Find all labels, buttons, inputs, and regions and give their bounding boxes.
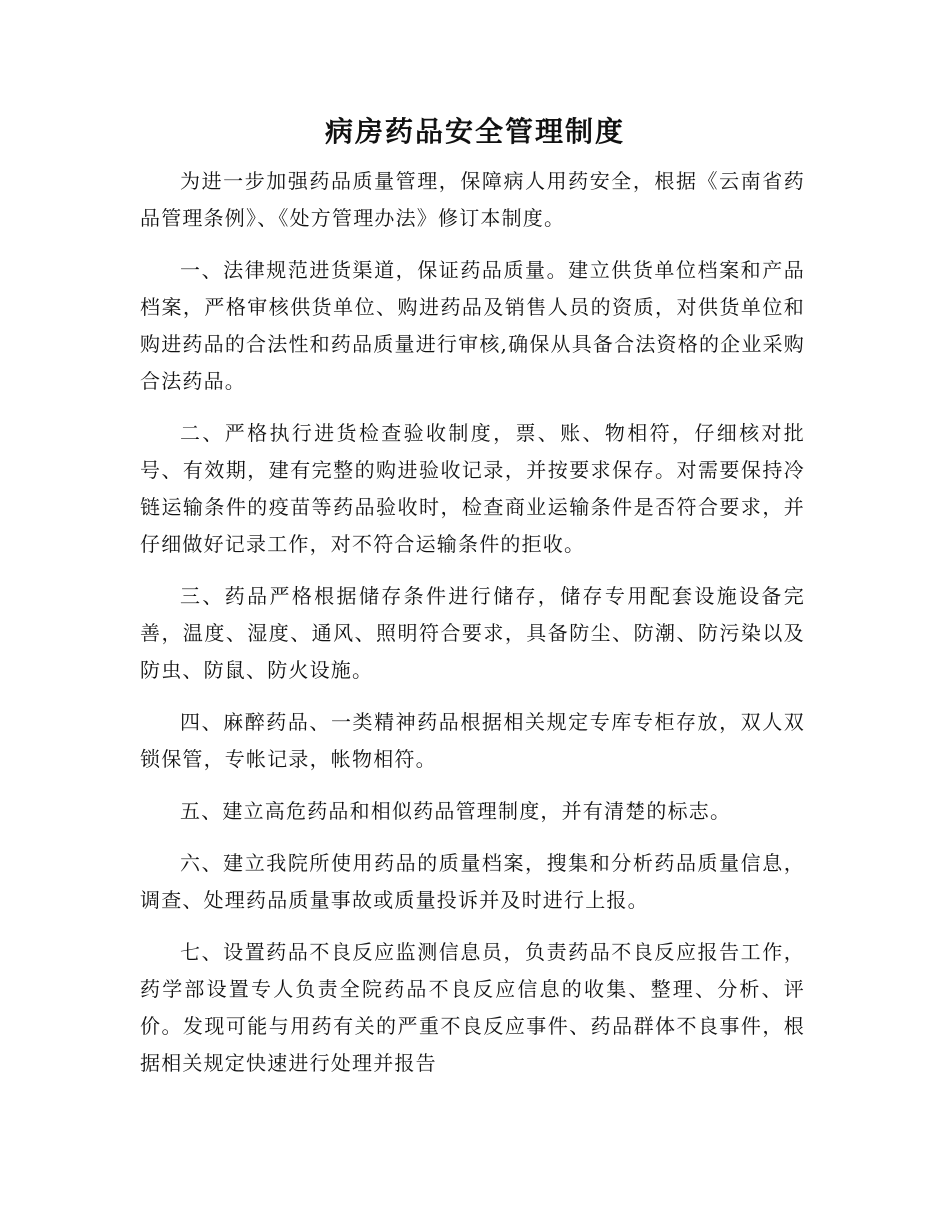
- paragraph-3: 三、药品严格根据储存条件进行储存，储存专用配套设施设备完善，温度、湿度、通风、照明符合要求，具备防尘、防潮、防污染以及防虫、防鼠、防火设施。: [140, 584, 805, 682]
- paragraph-intro: 为进一步加强药品质量管理，保障病人用药安全，根据《云南省药品管理条例》、《处方管理办法》修订本制度。: [140, 169, 805, 230]
- paragraph-5: 五、建立高危药品和相似药品管理制度，并有清楚的标志。: [180, 799, 732, 823]
- paragraph-7: 七、设置药品不良反应监测信息员，负责药品不良反应报告工作，药学部设置专人负责全院药品不良反应信息的收集、整理、分析、评价。发现可能与用药有关的严重不良反应事件、药品群体不良事件，根据相关规定快速进行处理并报告: [140, 940, 805, 1075]
- paragraph-2: 二、严格执行进货检查验收制度，票、账、物相符，仔细核对批号、有效期，建有完整的购进验收记录，并按要求保存。对需要保持冷链运输条件的疫苗等药品验收时，检查商业运输条件是否符合要求，并仔细做好记录工作，对不符合运输条件的拒收。: [140, 421, 805, 556]
- paragraph-4: 四、麻醉药品、一类精神药品根据相关规定专库专柜存放，双人双锁保管，专帐记录，帐物相符。: [140, 710, 805, 771]
- paragraph-1: 一、法律规范进货渠道，保证药品质量。建立供货单位档案和产品档案，严格审核供货单位、购进药品及销售人员的资质，对供货单位和购进药品的合法性和药品质量进行审核,确保从具备合法资格的企业采购合法药品。: [140, 258, 805, 393]
- document-body: [140, 163, 805, 1097]
- paragraph-6: 六、建立我院所使用药品的质量档案，搜集和分析药品质量信息，调查、处理药品质量事故或质量投诉并及时进行上报。: [140, 851, 805, 912]
- document-title: 病房药品安全管理制度: [324, 115, 625, 148]
